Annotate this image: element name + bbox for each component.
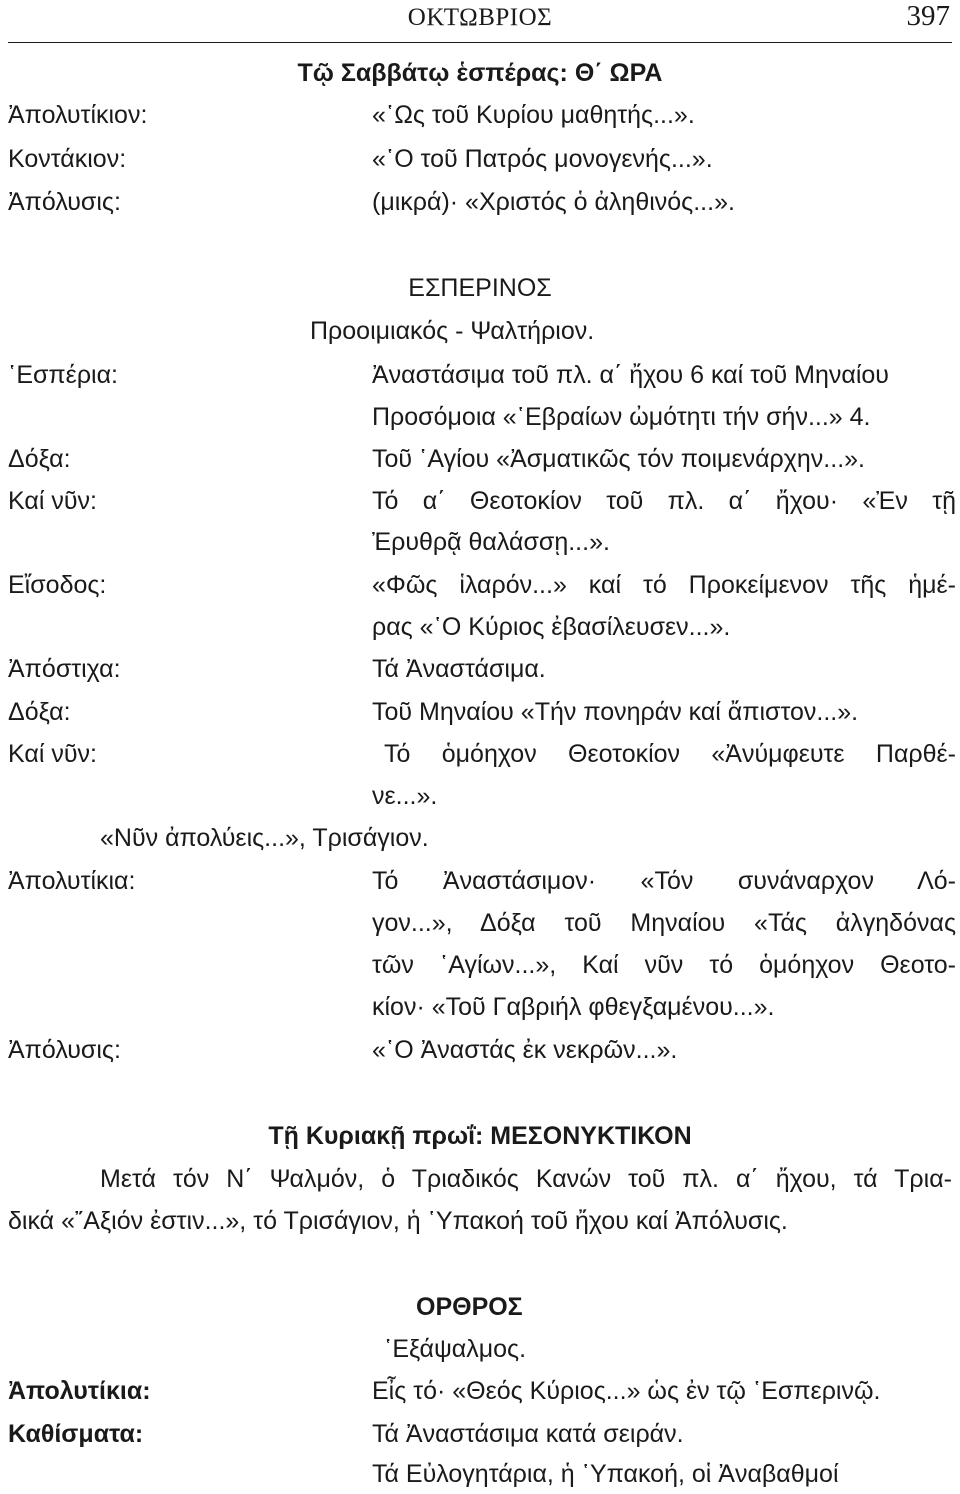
rubric-value: «῾Ως τοῦ Κυρίου μαθητής...». — [372, 101, 695, 129]
orthros-subheading: ῾Εξάψαλμος. — [384, 1335, 527, 1363]
rubric-value: Τά Εὐλογητάρια, ἡ ῾Υπακοή, οἱ Ἀναβαθμοί — [372, 1460, 839, 1488]
rubric-label: Δόξα: — [8, 698, 71, 726]
section-heading-orthros: ΟΡΘΡΟΣ — [416, 1293, 523, 1321]
rubric-label: ῾Εσπέρια: — [8, 361, 118, 389]
running-title: ΟΚΤΩΒΡΙΟΣ — [407, 4, 553, 31]
rubric-line: Τοῦ Μηναίου «Τήν πονηράν καί ἄπιστον...». — [372, 698, 859, 726]
rubric-label: Δόξα: — [8, 445, 71, 473]
rubric-label: Καθίσματα: — [8, 1420, 144, 1448]
rubric-value: «῾Ο Ἀναστάς ἐκ νεκρῶν...». — [372, 1036, 678, 1064]
rubric-value: Εἶς τό· «Θεός Κύριος...» ὡς ἐν τῷ ῾Εσπερινῷ. — [372, 1377, 881, 1405]
rubric-label: Ἀπολυτίκιον: — [8, 101, 148, 129]
section-heading-vespers: ΕΣΠΕΡΙΝΟΣ — [408, 274, 552, 302]
rubric-line: Ἐρυθρᾷ θαλάσσῃ...». — [372, 528, 610, 556]
paragraph-line: Μετά τόν Ν΄ Ψαλμόν, ὁ Τριαδικός Κανών τοῦ πλ. α΄ ἤχου, τά Τρια- — [100, 1165, 952, 1193]
rubric-line: τῶν ῾Αγίων...», Καί νῦν τό ὁμόηχον Θεοτο- — [372, 951, 956, 979]
rubric-value: (μικρά)· «Χριστός ὁ ἀληθινός...». — [372, 188, 735, 216]
rubric-label: Κοντάκιον: — [8, 145, 127, 173]
rubric-line: κίον· «Τοῦ Γαβριήλ φθεγξαμένου...». — [372, 993, 775, 1021]
paragraph-line: δικά «῎Αξιόν ἐστιν...», τό Τρισάγιον, ἡ ῾Υπακοή τοῦ ἤχου καί Ἀπόλυσις. — [8, 1207, 788, 1235]
page-number: 397 — [906, 0, 950, 32]
section-heading-midnight-office: Τῇ Κυριακῇ πρωΐ: ΜΕΣΟΝΥΚΤΙΚΟΝ — [268, 1122, 692, 1150]
rubric-line: Τό Ἀναστάσιμον· «Τόν συνάναρχον Λό- — [372, 867, 956, 895]
section-heading-saturday-evening: Τῷ Σαββάτῳ ἑσπέρας: Θ΄ ΩΡΑ — [297, 59, 663, 87]
rubric-line: Τοῦ ῾Αγίου «Ἀσματικῶς τόν ποιμενάρχην...». — [372, 445, 865, 473]
rubric-line: Τό α΄ Θεοτοκίον τοῦ πλ. α΄ ἤχου· «Ἐν τῇ — [372, 487, 956, 515]
rubric-line: Τά Ἀναστάσιμα. — [372, 655, 546, 683]
rubric-line: Τό ὁμόηχον Θεοτοκίον «Ἀνύμφευτε Παρθέ- — [384, 740, 956, 768]
rubric-line: Προσόμοια «῾Εβραίων ὠμότητι τήν σήν...» 4. — [372, 403, 871, 431]
rubric-label: Ἀπολυτίκια: — [8, 867, 136, 895]
rubric-value: «῾Ο τοῦ Πατρός μονογενής...». — [372, 145, 713, 173]
rubric-line: Ἀναστάσιμα τοῦ πλ. α΄ ἤχου 6 καί τοῦ Μηναίου — [372, 361, 889, 389]
rubric-line: ρας «῾Ο Κύριος ἐβασίλευσεν...». — [372, 613, 731, 641]
rubric-label: Εἴσοδος: — [8, 571, 107, 599]
rubric-line: νε...». — [372, 782, 438, 810]
rubric-label: Ἀπόλυσις: — [8, 1036, 121, 1064]
rubric-value: Τά Ἀναστάσιμα κατά σειράν. — [372, 1420, 684, 1448]
rubric-line: γον...», Δόξα τοῦ Μηναίου «Τάς ἀλγηδόνας — [372, 909, 956, 937]
running-head — [8, 0, 952, 43]
vespers-subheading: Προοιμιακός - Ψαλτήριον. — [310, 317, 595, 345]
nyn-apolyeis-line: «Νῦν ἀπολύεις...», Τρισάγιον. — [100, 824, 429, 852]
rubric-line: «Φῶς ἱλαρόν...» καί τό Προκείμενον τῆς ἡμέ- — [372, 571, 956, 599]
rubric-label: Ἀπόστιχα: — [8, 655, 121, 683]
rubric-label: Ἀπολυτίκια: — [8, 1377, 151, 1405]
rubric-label: Καί νῦν: — [8, 740, 97, 768]
rubric-label: Ἀπόλυσις: — [8, 188, 121, 216]
rubric-label: Καί νῦν: — [8, 487, 97, 515]
